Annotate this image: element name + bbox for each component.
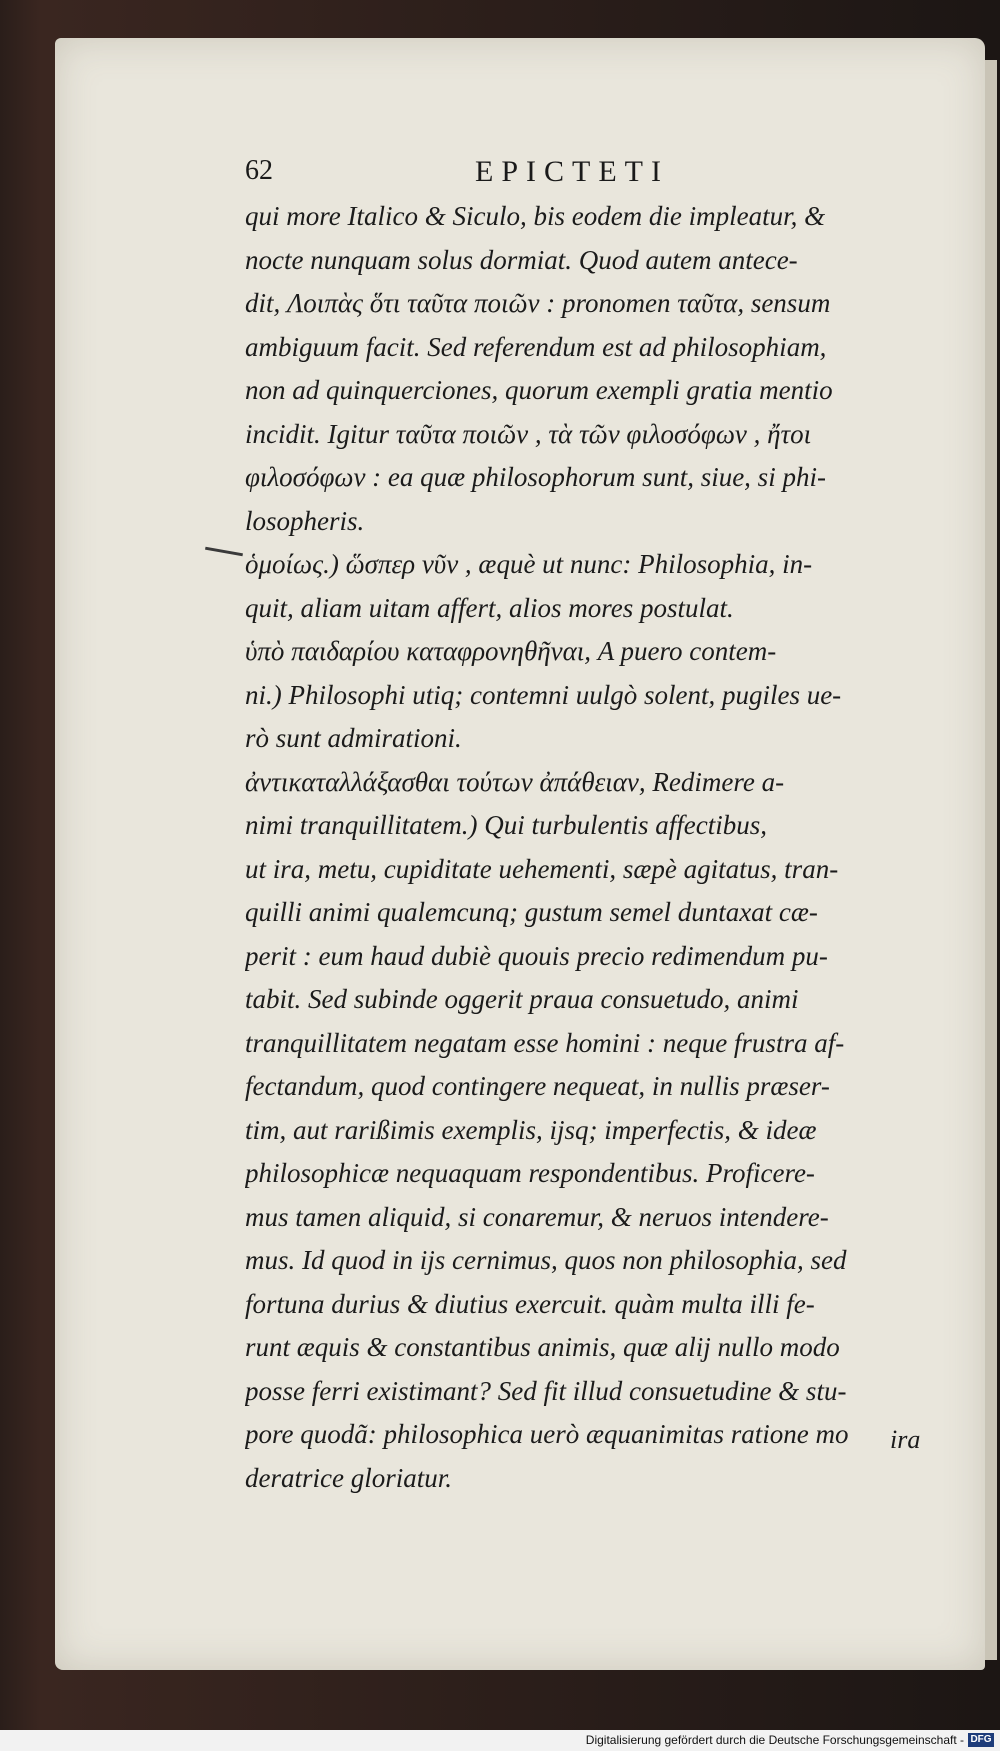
text-line: qui more Italico & Siculo, bis eodem die impleatur, & — [245, 201, 826, 231]
text-line: ambiguum facit. Sed referendum est ad philosophiam, — [245, 331, 827, 362]
page-edge — [985, 60, 997, 1660]
text-line: fectandum, quod contingere nequeat, in nullis præser- — [245, 1071, 830, 1101]
footer-credit: Digitalisierung gefördert durch die Deutsche Forschungsgemeinschaft - — [585, 1733, 964, 1747]
text-line: ὁμοίως.) ὥσπερ νῦν , æquè ut nunc: Philosophia, in- — [245, 549, 813, 579]
text-line: deratrice gloriatur. — [245, 1462, 452, 1493]
text-line: mus. Id quod in ijs cernimus, quos non philosophia, sed — [245, 1245, 847, 1275]
text-line: mus tamen aliquid, si conaremur, & neruos intendere- — [245, 1201, 829, 1232]
text-line: rò sunt admirationi. — [245, 723, 462, 753]
text-line: fortuna durius & diutius exercuit. quàm multa illi fe- — [245, 1288, 815, 1319]
dfg-logo: DFG — [968, 1733, 994, 1747]
text-line: φιλοσόφων : ea quæ philosophorum sunt, siue, si phi- — [245, 462, 826, 492]
text-line: runt æquis & constantibus animis, quæ alij nullo modo — [245, 1332, 840, 1362]
text-line: nocte nunquam solus dormiat. Quod autem antece- — [245, 244, 798, 275]
text-line: tabit. Sed subinde oggerit praua consuetudo, animi — [245, 984, 799, 1014]
text-line: posse ferri existimant? Sed fit illud consuetudine & stu- — [245, 1375, 847, 1406]
text-line: ut ira, metu, cupiditate uehementi, sæpè agitatus, tran- — [245, 853, 839, 884]
page-header — [245, 155, 945, 195]
text-line: dit, Λοιπὰς ὅτι ταῦτα ποιῶν : pronomen ταῦτα, sensum — [245, 288, 831, 318]
text-line: perit : eum haud dubiè quouis precio redimendum pu- — [245, 940, 828, 971]
text-line: quilli animi qualemcunq; gustum semel duntaxat cæ- — [245, 897, 818, 927]
text-line: nimi tranquillitatem.) Qui turbulentis affectibus, — [245, 810, 767, 840]
text-body — [245, 195, 935, 1500]
text-line: quit, aliam uitam affert, alios mores postulat. — [245, 592, 734, 623]
running-head: EPICTETI — [475, 155, 669, 188]
catchword: ira — [890, 1425, 921, 1454]
text-line: non ad quinquerciones, quorum exempli gratia mentio — [245, 375, 833, 405]
text-line: ni.) Philosophi utiq; contemni uulgò solent, pugiles ue- — [245, 679, 842, 710]
text-line: philosophicæ nequaquam respondentibus. Proficere- — [245, 1158, 815, 1188]
text-line: incidit. Igitur ταῦτα ποιῶν , τὰ τῶν φιλοσόφων , ἤτοι — [245, 418, 812, 449]
text-line: losopheris. — [245, 505, 365, 536]
text-line: tim, aut rarißimis exemplis, ijsq; imperfectis, & ideæ — [245, 1114, 817, 1145]
text-line: pore quodã: philosophica uerò æquanimitas ratione mo — [245, 1419, 849, 1449]
page-number: 62 — [245, 155, 273, 186]
text-line: ἀντικαταλλάξασθαι τούτων ἀπάθειαν, Redimere a- — [245, 766, 785, 797]
text-line: tranquillitatem negatam esse homini : neque frustra af- — [245, 1027, 845, 1058]
text-line: ὑπὸ παιδαρίου καταφρονηθῆναι, A puero contem- — [245, 636, 777, 666]
